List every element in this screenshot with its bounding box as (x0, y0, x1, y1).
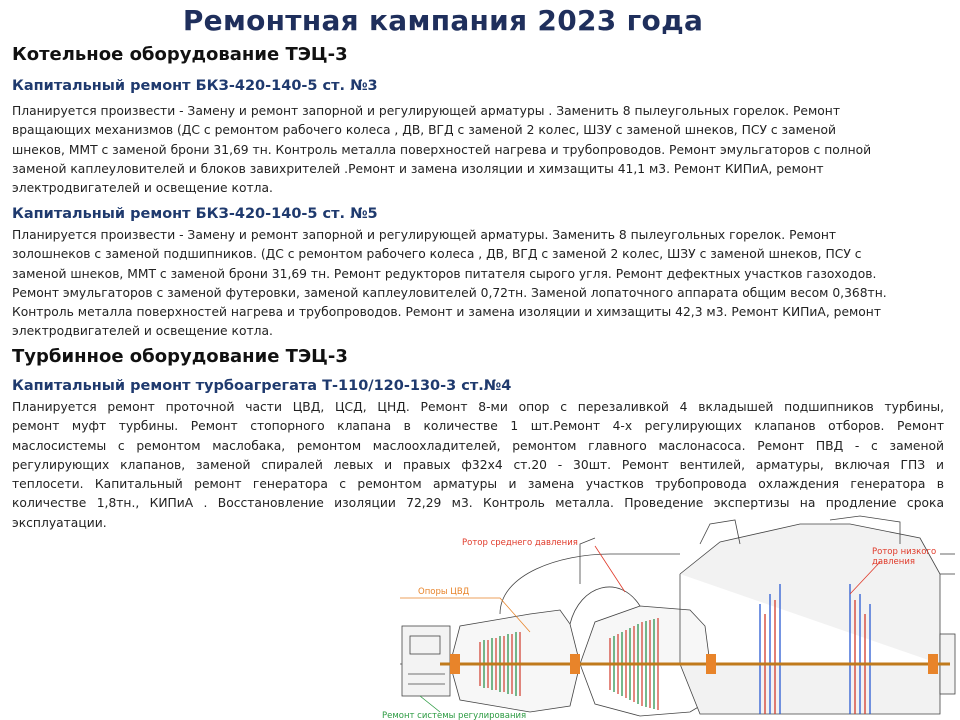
ip-cylinder (580, 606, 710, 664)
label-supports: Опоры ЦВД (418, 587, 470, 597)
label-rotor-low-2: давления (872, 557, 915, 567)
turbine-section-heading: Турбинное оборудование ТЭЦ-3 (12, 346, 348, 367)
label-rotor-mid: Ротор среднего давления (462, 538, 578, 548)
text-line: Планируется ремонт проточной части ЦВД, ЦСД, ЦНД. Ремонт 8-ми опор с перезаливкой 4 вкладышей подшипников турбины, (12, 400, 944, 414)
text-line: количестве 1,8тн., КИПиА . Восстановление изоляции 72,29 м3. Контроль металла. Проведение экспертизы на продление срока (12, 496, 944, 511)
text-line: шнеков, ММТ с заменой брони 31,69 тн. Контроль металла поверхностей нагрева и трубопроводов. Ремонт эмульгаторов с полной (12, 142, 872, 157)
text-line: заменой шнеков, ММТ с заменой брони 31,69 тн. Ремонт редукторов питателя сырого угля. Ремонт дефектных участков газоходов. (12, 266, 877, 281)
text-line: электродвигателей и освещение котла. (12, 324, 273, 339)
boiler-unit5-heading: Капитальный ремонт БКЗ-420-140-5 ст. №5 (12, 206, 378, 222)
front-bearing-block (402, 626, 450, 696)
text-line: вращающих механизмов (ДС с ремонтом рабочего колеса , ДВ, ВГД с заменой 2 колес, ШЗУ с заменой шнеков, ПСУ с заменой (12, 123, 837, 138)
text-line: заменой каплеуловителей и блоков завихрителей .Ремонт и замена изоляции и химзащиты 41,1 м3. Ремонт КИПиА, ремонт (12, 161, 824, 176)
steam-pipe (500, 554, 680, 614)
text-line: регулирующих клапанов, заменой спиралей левых и правых ф32х4 ст.20 - 30шт. Ремонт вентилей, арматуры, включая ГПЗ и (12, 457, 944, 472)
turbine-unit4-heading: Капитальный ремонт турбоагрегата Т-110/120-130-3 ст.№4 (12, 378, 512, 394)
text-line: маслосистемы с ремонтом маслобака, ремонтом маслоохладителей, ремонтом главного маслонасоса. Ремонт ПВД - с заменой (12, 438, 944, 453)
hp-cylinder (450, 610, 580, 664)
text-line: Планируется произвести - Замену и ремонт запорной и регулирующей арматуры. Заменить 8 пылеугольных горелок. Ремонт (12, 228, 837, 242)
boiler-unit3-heading: Капитальный ремонт БКЗ-420-140-5 ст. №3 (12, 78, 378, 94)
text-line: золошнеков с заменой подшипников. (ДС с ремонтом рабочего колеса , ДВ, ВГД с заменой 2 колес, ШЗУ с заменой шнеков, ПСУ с (12, 247, 862, 262)
rotor-mid-pointer (595, 546, 625, 592)
page-title: Ремонтная кампания 2023 года (182, 4, 704, 37)
text-line: ремонт муфт турбины. Ремонт стопорного клапана в количестве 1 шт.Ремонт 4-х регулирующих клапанов отборов. Ремонт (12, 419, 944, 434)
label-regulation: Ремонт системы регулирования (382, 711, 527, 720)
lp-cylinder (680, 524, 940, 664)
text-line: Планируется произвести - Замену и ремонт запорной и регулирующей арматуры . Заменить 8 пылеугольных горелок. Ремонт (12, 104, 840, 118)
boiler-unit3-text (12, 102, 944, 198)
turbine-drawing (380, 514, 960, 720)
text-line: теплосети. Капитальный ремонт генератора с ремонтом арматуры и замена участков трубопровода охлаждения генератора в (12, 477, 944, 492)
regulation-pointer (420, 696, 440, 712)
text-line: электродвигателей и освещение котла. (12, 181, 273, 196)
text-line: эксплуатации. (12, 515, 107, 530)
text-line: Ремонт эмульгаторов с заменой футеровки, заменой каплеуловителей 0,72тн. Заменой лопаточного аппарата общим весом 0,368тн. (12, 285, 887, 300)
boiler-unit5-text (12, 226, 944, 342)
turbine-cross-section-diagram (380, 514, 960, 720)
text-line: Контроль металла поверхностей нагрева и трубопроводов. Ремонт и замена изоляции и химзащиты 42,3 м3. Ремонт КИПиА, ремонт (12, 305, 882, 320)
label-rotor-low-1: Ротор низкого (872, 547, 937, 557)
turbine-unit4-text (12, 398, 944, 533)
boiler-section-heading: Котельное оборудование ТЭЦ-3 (12, 44, 348, 65)
